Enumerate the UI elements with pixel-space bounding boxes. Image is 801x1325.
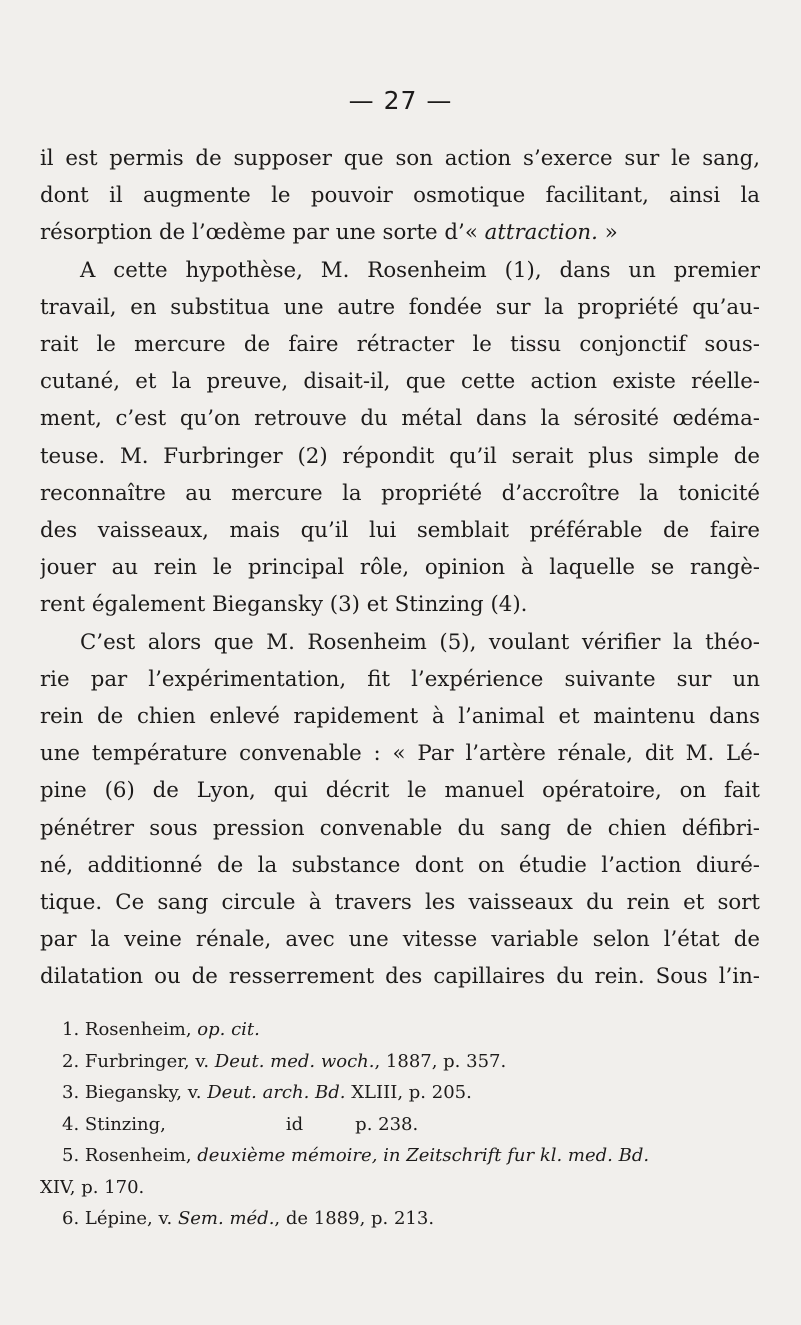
footnotes: [40, 1014, 760, 1235]
footnote-4: 4. Stinzing, id p. 238.: [62, 1113, 419, 1135]
text-line: il est permis de supposer que son action s’exerce sur le sang,: [40, 146, 760, 171]
text-line: né, additionné de la substance dont on étudie l’action diuré-: [40, 852, 760, 878]
text-line: résorption de l’œdème par une sorte d’« attraction. »: [40, 220, 618, 246]
text-line: rait le mercure de faire rétracter le tissu conjonctif sous-: [40, 332, 760, 358]
text-line: jouer au rein le principal rôle, opinion à laquelle se rangè-: [40, 555, 760, 581]
text-line: tique. Ce sang circule à travers les vaisseaux du rein et sort: [40, 890, 760, 916]
text-line: reconnaître au mercure la propriété d’accroître la tonicité: [40, 480, 760, 506]
footnote-5: 5. Rosenheim, deuxième mémoire, in Zeitschrift fur kl. med. Bd.: [62, 1145, 650, 1166]
text-line: rie par l’expérimentation, fit l’expérience suivante sur un: [40, 666, 760, 692]
footnote-6: 6. Lépine, v. Sem. méd., de 1889, p. 213.: [62, 1208, 435, 1229]
page-number: — 27 —: [348, 86, 453, 115]
text-line: des vaisseaux, mais qu’il lui semblait préférable de faire: [40, 518, 760, 544]
text-line: travail, en substitua une autre fondée sur la propriété qu’au-: [40, 294, 760, 320]
text-line: A cette hypothèse, M. Rosenheim (1), dans un premier: [80, 257, 760, 283]
text-line: C’est alors que M. Rosenheim (5), voulant vérifier la théo-: [80, 629, 760, 655]
text-line: rent également Biegansky (3) et Stinzing (4).: [40, 592, 528, 618]
text-line: dilatation ou de resserrement des capillaires du rein. Sous l’in-: [40, 964, 760, 990]
text-line: dont il augmente le pouvoir osmotique facilitant, ainsi la: [40, 183, 760, 209]
text-line: ment, c’est qu’on retrouve du métal dans la sérosité œdéma-: [40, 406, 760, 432]
text-line: rein de chien enlevé rapidement à l’animal et maintenu dans: [40, 704, 760, 730]
footnote-2: 2. Furbringer, v. Deut. med. woch., 1887, p. 357.: [62, 1050, 507, 1072]
text-line: cutané, et la preuve, disait-il, que cette action existe réelle-: [40, 369, 760, 395]
footnote-3: 3. Biegansky, v. Deut. arch. Bd. XLIII, p. 205.: [62, 1082, 472, 1103]
body-text: [40, 140, 760, 996]
text-line: pine (6) de Lyon, qui décrit le manuel opératoire, on fait: [40, 778, 760, 804]
text-line: teuse. M. Furbringer (2) répondit qu’il serait plus simple de: [40, 443, 760, 469]
footnote-5-continuation: XIV, p. 170.: [40, 1176, 145, 1198]
text-line: pénétrer sous pression convenable du sang de chien défibri-: [40, 815, 760, 841]
text-line: une température convenable : « Par l’artère rénale, dit M. Lé-: [40, 741, 760, 767]
text-line: par la veine rénale, avec une vitesse variable selon l’état de: [40, 927, 760, 953]
footnote-1: 1. Rosenheim, op. cit.: [62, 1019, 260, 1040]
